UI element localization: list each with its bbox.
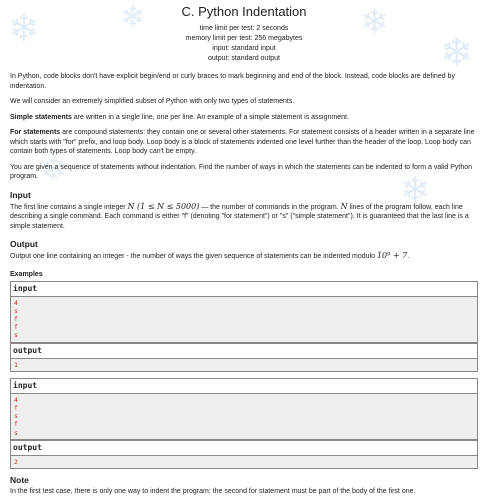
sample-line: s bbox=[14, 412, 18, 421]
sample-input[interactable] bbox=[11, 297, 477, 343]
sample-line: 4 bbox=[14, 298, 18, 307]
output-file: output: standard output bbox=[208, 55, 280, 62]
time-limit: time limit per test: 2 seconds bbox=[199, 25, 289, 32]
problem-header bbox=[10, 4, 478, 64]
sample-line: 4 bbox=[14, 395, 18, 404]
sample-test bbox=[10, 378, 478, 469]
input-spec bbox=[10, 202, 478, 232]
statement-paragraph: You are given a sequence of statements without indentation. Find the number of ways in which the statements can be indented to form a valid Python program. bbox=[10, 163, 473, 180]
sample-line: f bbox=[14, 323, 18, 332]
output-text: . bbox=[407, 253, 410, 260]
sample-input-label: input bbox=[11, 379, 477, 394]
examples-label: Examples bbox=[10, 270, 43, 278]
sample-input-label: input bbox=[11, 282, 477, 297]
problem-title: C. Python Indentation bbox=[181, 4, 307, 19]
sample-line: f bbox=[14, 314, 18, 323]
sample-line: s bbox=[14, 306, 18, 315]
sample-output-label: output bbox=[11, 440, 477, 456]
math-expression: N bbox=[340, 201, 348, 211]
output-spec bbox=[10, 251, 478, 262]
snowflake-icon: ❄ bbox=[120, 0, 146, 35]
input-text: The first line contains a single integer bbox=[10, 203, 128, 211]
input-text: — the number of commands in the program. bbox=[199, 203, 341, 211]
memory-limit: memory limit per test: 256 megabytes bbox=[185, 35, 303, 42]
output-heading: Output bbox=[10, 239, 38, 249]
output-text: Output one line containing an integer - the number of ways the given sequence of statements can be indented modulo bbox=[10, 253, 377, 260]
sample-line: 2 bbox=[14, 457, 18, 466]
sample-output[interactable] bbox=[11, 359, 477, 371]
paragraph-text: are compound statements: they contain one or several other statements. For statement consists of a header written in a separate line which starts with "for" prefix, and loop body. Loop body is a block of statements indented one level further than the header of the loop. Loop body can contain both types of statements. Loop body can't be empty. bbox=[10, 129, 475, 155]
statement-paragraph bbox=[10, 128, 478, 157]
statement-paragraph: We will consider an extremely simplified subset of Python with only two types of statements. bbox=[10, 98, 295, 105]
statement-paragraph: In Python, code blocks don't have explicit begin/end or curly braces to mark beginning and end of the block. Instead, code blocks are defined by indentation. bbox=[10, 73, 455, 90]
sample-test bbox=[10, 281, 478, 372]
snowflake-icon: ❄ bbox=[40, 150, 67, 188]
math-expression: N (1 ≤ N ≤ 5000) bbox=[127, 201, 200, 211]
sample-line: 1 bbox=[14, 360, 18, 369]
sample-line: f bbox=[14, 420, 18, 429]
note-heading: Note bbox=[10, 474, 29, 485]
snowflake-icon: ❄ bbox=[440, 30, 474, 76]
sample-input[interactable] bbox=[11, 394, 477, 440]
input-heading: Input bbox=[10, 189, 31, 200]
math-expression: 10⁹ + 7 bbox=[376, 251, 408, 260]
snowflake-icon: ❄ bbox=[360, 2, 389, 42]
sample-line: s bbox=[14, 331, 18, 340]
sample-line: s bbox=[14, 428, 18, 437]
note-text: In the first test case, there is only one way to indent the program: the second for statement must be part of the body of the first one. bbox=[10, 487, 416, 495]
sample-line: f bbox=[14, 403, 18, 412]
input-file: input: standard input bbox=[212, 45, 276, 52]
snowflake-icon: ❄ bbox=[8, 6, 40, 50]
input-text: lines of the program follow, each line describing a single command. Each command is either "f" (denoting "for statement") or "s" ("simple statement"). It is guaranteed that the last line is a simple statement. bbox=[10, 203, 469, 230]
sample-output-label: output bbox=[11, 343, 477, 359]
bold-term: Simple statements bbox=[10, 113, 72, 121]
statement-paragraph bbox=[10, 113, 478, 123]
bold-term: For statements bbox=[10, 129, 61, 136]
sample-output[interactable] bbox=[11, 456, 477, 468]
snowflake-icon: ❄ bbox=[400, 170, 431, 211]
paragraph-text: are written in a single line, one per line. An example of a simple statement is assignment. bbox=[71, 113, 349, 121]
